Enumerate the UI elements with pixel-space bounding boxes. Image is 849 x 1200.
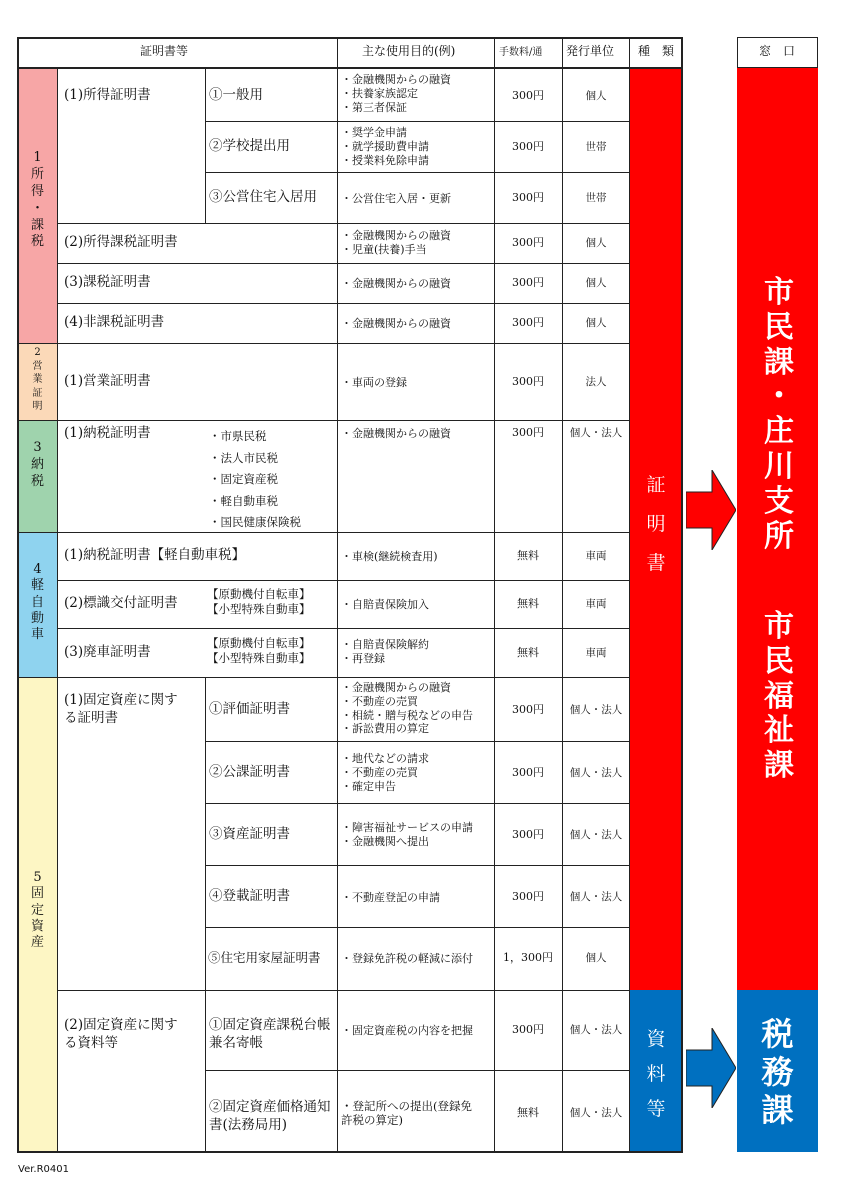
row11-fee1: 300円	[512, 1023, 544, 1036]
row10-purpose5: ・登録免許税の軽減に添付	[341, 952, 473, 965]
row1-fee3: 300円	[512, 191, 544, 204]
row1-unit3: 世帯	[585, 192, 607, 204]
row10-purpose3: ・障害福祉サービスの申請 ・金融機関へ提出	[341, 821, 473, 848]
row10-item: (1)固定資産に関す る証明書	[64, 692, 178, 726]
row3-fee: 300円	[512, 276, 544, 289]
row1-sub3: ③公営住宅入居用	[209, 189, 317, 205]
row6-item: (1)納税証明書	[64, 425, 151, 441]
row5-fee: 300円	[512, 375, 544, 388]
kind-certificate-label: 証 明 書	[646, 474, 666, 574]
row9-item: (3)廃車証明書	[64, 644, 151, 660]
row10-sub1: ①評価証明書	[209, 701, 290, 717]
window-zeimu-label: 税 務 課	[761, 1015, 794, 1129]
row10-fee2: 300円	[512, 766, 544, 779]
row11-purpose1: ・固定資産税の内容を把握	[341, 1024, 473, 1037]
row7-unit: 車両	[585, 550, 607, 562]
row4-fee: 300円	[512, 316, 544, 329]
row6-taxes: ・市県民税 ・法人市民税 ・固定資産税 ・軽自動車税 ・国民健康保険税	[209, 429, 301, 530]
row7-purpose: ・車検(継続検査用)	[341, 550, 438, 563]
row3-purpose: ・金融機関からの融資	[341, 277, 451, 290]
row7-item: (1)納税証明書【軽自動車税】	[64, 547, 246, 563]
header-window: 窓 口	[759, 44, 796, 58]
row11-unit2: 個人・法人	[569, 1107, 623, 1119]
row2-item: (2)所得課税証明書	[64, 234, 178, 250]
row10-unit5: 個人	[585, 952, 607, 964]
row4-item: (4)非課税証明書	[64, 314, 165, 330]
row8-item: (2)標識交付証明書	[64, 595, 178, 611]
row3-unit: 個人	[585, 277, 607, 289]
row11-sub2: ②固定資産価格通知 書(法務局用)	[209, 1099, 331, 1133]
row10-unit1: 個人・法人	[569, 704, 623, 716]
header-unit: 発行単位	[566, 44, 615, 58]
row10-fee5: 1，300円	[503, 951, 553, 964]
header-certificate: 証明書等	[140, 44, 189, 58]
row2-fee: 300円	[512, 236, 544, 249]
row11-purpose2: ・登記所への提出(登録免 許税の算定)	[341, 1099, 472, 1128]
row4-purpose: ・金融機関からの融資	[341, 317, 451, 330]
row7-fee: 無料	[517, 549, 539, 562]
row8-fee: 無料	[517, 597, 539, 610]
row11-item: (2)固定資産に関す る資料等	[64, 1017, 178, 1051]
row10-purpose2: ・地代などの請求 ・不動産の売買 ・確定申告	[341, 752, 429, 793]
row5-item: (1)営業証明書	[64, 373, 151, 389]
row4-unit: 個人	[585, 317, 607, 329]
version-label: Ver.R0401	[18, 1164, 69, 1175]
row9-vehicles: 【原動機付自転車】 【小型特殊自動車】	[207, 636, 311, 665]
row1-unit2: 世帯	[585, 141, 607, 153]
row1-item: (1)所得証明書	[64, 87, 151, 103]
row10-unit3: 個人・法人	[569, 829, 623, 841]
row10-fee1: 300円	[512, 703, 544, 716]
row10-sub4: ④登載証明書	[209, 888, 290, 904]
row10-unit4: 個人・法人	[569, 891, 623, 903]
section-3-label: 3 納 税	[30, 440, 44, 489]
arrow-right-blue-icon	[686, 1028, 736, 1108]
section-2-label: 2 営 業 証 明	[32, 347, 43, 412]
row10-sub5: ⑤住宅用家屋証明書	[208, 950, 321, 965]
row10-unit2: 個人・法人	[569, 767, 623, 779]
row5-purpose: ・車両の登録	[341, 376, 407, 389]
row1-unit1: 個人	[585, 90, 607, 102]
row8-vehicles: 【原動機付自転車】 【小型特殊自動車】	[207, 587, 311, 616]
row10-sub3: ③資産証明書	[209, 826, 290, 842]
row6-purpose: ・金融機関からの融資	[341, 427, 451, 440]
row9-fee: 無料	[517, 646, 539, 659]
window-shimin-label: 市 民 課 ・ 庄 川 支 所	[764, 275, 794, 554]
row10-sub2: ②公課証明書	[209, 764, 290, 780]
row1-purpose3: ・公営住宅入居・更新	[341, 192, 451, 205]
row11-fee2: 無料	[517, 1106, 539, 1119]
header-kind: 種 類	[638, 44, 675, 58]
row6-unit: 個人・法人	[569, 427, 623, 439]
row10-fee3: 300円	[512, 828, 544, 841]
row10-purpose1: ・金融機関からの融資 ・不動産の売買 ・相続・贈与税などの申告 ・訴訟費用の算定	[341, 681, 473, 736]
header-fee: 手数料/通	[499, 47, 543, 58]
row2-unit: 個人	[585, 237, 607, 249]
row1-sub2: ②学校提出用	[209, 138, 290, 154]
row8-unit: 車両	[585, 598, 607, 610]
row11-unit1: 個人・法人	[569, 1024, 623, 1036]
row8-purpose: ・自賠責保険加入	[341, 598, 429, 611]
section-4-label: 4 軽 自 動 車	[30, 562, 44, 642]
row1-purpose2: ・奨学金申請 ・就学援助費申請 ・授業料免除申請	[341, 126, 429, 167]
row1-purpose1: ・金融機関からの融資 ・扶養家族認定 ・第三者保証	[341, 73, 451, 114]
kind-documents-label: 資 料 等	[646, 1028, 666, 1121]
row1-sub1: ①一般用	[209, 87, 263, 103]
window-fukushi-label: 市 民 福 祉 課	[764, 609, 794, 784]
row11-sub1: ①固定資産課税台帳 兼名寄帳	[209, 1017, 331, 1051]
section-1-label: 1 所 得 ・ 課 税	[30, 150, 44, 250]
row9-purpose: ・自賠責保険解約 ・再登録	[341, 638, 429, 665]
row1-fee2: 300円	[512, 140, 544, 153]
row10-fee4: 300円	[512, 890, 544, 903]
header-purpose: 主な使用目的(例)	[362, 44, 456, 58]
row5-unit: 法人	[585, 376, 607, 388]
row9-unit: 車両	[585, 647, 607, 659]
section-5-label: 5 固 定 資 産	[30, 870, 44, 950]
row10-purpose4: ・不動産登記の申請	[341, 891, 440, 904]
row2-purpose: ・金融機関からの融資 ・児童(扶養)手当	[341, 229, 451, 256]
row3-item: (3)課税証明書	[64, 274, 151, 290]
row1-fee1: 300円	[512, 89, 544, 102]
row6-fee: 300円	[512, 426, 544, 439]
arrow-right-red-icon	[686, 470, 736, 550]
